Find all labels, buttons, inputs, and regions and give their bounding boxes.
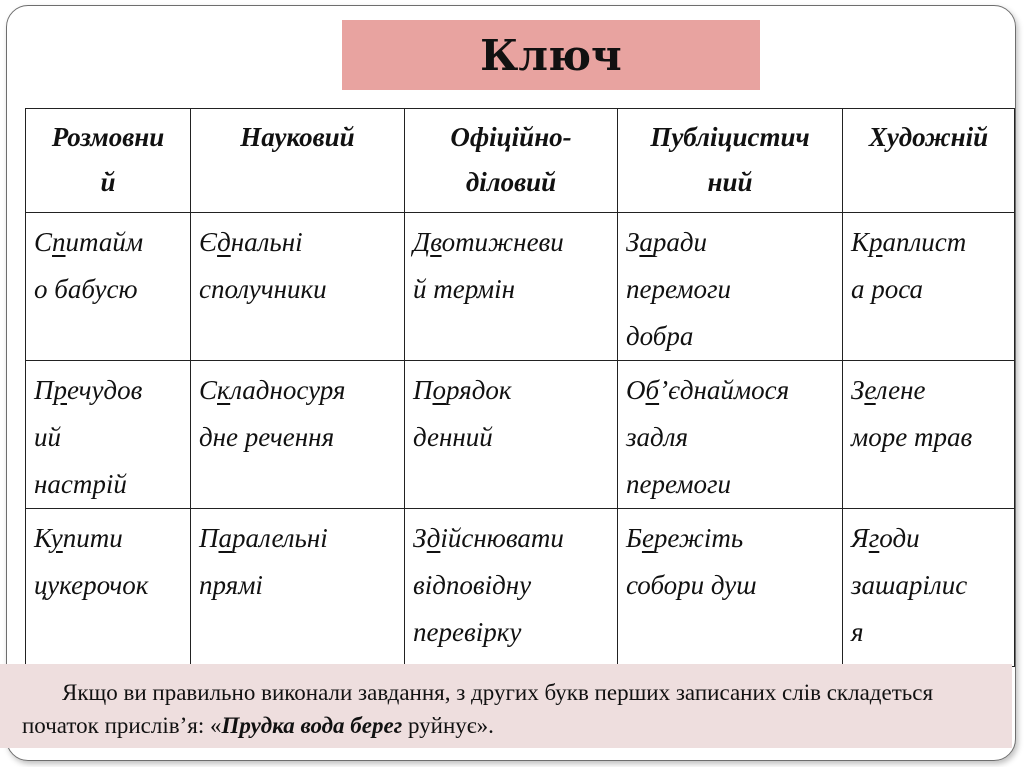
cell-text: ’єднаймося: [659, 375, 790, 405]
cell-text: нальні: [230, 227, 303, 257]
footer-line-2-end: руйнує».: [402, 713, 494, 738]
table-cell: [26, 361, 191, 509]
cell-text: перемоги: [626, 469, 732, 499]
cell-text: оди: [879, 523, 920, 553]
table-cell: [618, 509, 843, 667]
cell-text: й термін: [413, 274, 516, 304]
cell-text: отижневи: [441, 227, 564, 257]
header-cell-publicistic: [618, 109, 843, 213]
cell-text: ради: [652, 227, 708, 257]
answer-key-table: [25, 108, 1015, 667]
underlined-letter: р: [868, 227, 883, 257]
table-cell: [191, 213, 405, 361]
underlined-letter: р: [53, 375, 67, 405]
cell-text: ий: [34, 422, 61, 452]
underlined-letter: к: [217, 375, 231, 405]
table-cell: [618, 213, 843, 361]
cell-text: Д: [413, 227, 431, 257]
cell-text: настрій: [34, 469, 127, 499]
table-cell: [405, 361, 618, 509]
cell-text: задля: [626, 422, 689, 452]
cell-text: С: [199, 375, 218, 405]
header-line: Художній: [868, 122, 989, 152]
underlined-letter: у: [50, 523, 63, 553]
header-line: Розмовни: [51, 122, 165, 152]
header-line: Науковий: [240, 122, 355, 152]
underlined-letter: д: [217, 227, 231, 257]
cell-text: З: [413, 523, 427, 553]
table-row: [26, 213, 1015, 361]
cell-text: П: [34, 375, 54, 405]
cell-text: Б: [626, 523, 642, 553]
cell-text: З: [626, 227, 640, 257]
table-cell: [26, 509, 191, 667]
header-line: Офіційно-: [450, 122, 572, 152]
header-line: діловий: [465, 167, 557, 197]
table-cell: [405, 509, 618, 667]
table-row: [26, 509, 1015, 667]
table-cell: [405, 213, 618, 361]
header-cell-artistic: [843, 109, 1015, 213]
underlined-letter: а: [639, 227, 653, 257]
cell-text: К: [34, 523, 51, 553]
footer-line-2-start: складеться початок прислів’я: «: [22, 680, 934, 738]
cell-text: ралельні: [232, 523, 328, 553]
cell-text: ечудов: [67, 375, 143, 405]
cell-text: итайм: [65, 227, 144, 257]
cell-text: прямі: [199, 570, 263, 600]
table-cell: [843, 509, 1015, 667]
cell-text: відповідну: [413, 570, 532, 600]
cell-text: а роса: [851, 274, 924, 304]
underlined-letter: а: [218, 523, 232, 553]
header-cell-colloquial: [26, 109, 191, 213]
cell-text: Я: [851, 523, 869, 553]
header-line: Публіцистич: [650, 122, 810, 152]
table-cell: [843, 213, 1015, 361]
table-cell: [26, 213, 191, 361]
cell-text: аплист: [882, 227, 967, 257]
table-cell: [618, 361, 843, 509]
proverb-highlight: Прудка вода берег: [221, 713, 403, 738]
cell-text: перевірку: [413, 617, 522, 647]
underlined-letter: г: [868, 523, 880, 553]
underlined-letter: о: [432, 375, 446, 405]
cell-text: З: [851, 375, 865, 405]
header-cell-official: [405, 109, 618, 213]
cell-text: П: [413, 375, 433, 405]
underlined-letter: б: [645, 375, 660, 405]
table-cell: [191, 361, 405, 509]
footer-line-1: Якщо ви правильно виконали завдання, з других букв перших записаних слів: [62, 680, 821, 705]
underlined-letter: в: [430, 227, 442, 257]
underlined-letter: п: [52, 227, 66, 257]
table-row: [26, 361, 1015, 509]
cell-text: море трав: [851, 422, 973, 452]
header-line: ний: [707, 167, 753, 197]
page-title: Ключ: [480, 30, 622, 80]
header-cell-scientific: [191, 109, 405, 213]
cell-text: П: [199, 523, 219, 553]
cell-text: собори душ: [626, 570, 757, 600]
cell-text: зашарілис: [851, 570, 968, 600]
table-cell: [843, 361, 1015, 509]
underlined-letter: е: [641, 523, 654, 553]
title-box: [342, 20, 760, 90]
cell-text: дне речення: [199, 422, 335, 452]
cell-text: ійснювати: [440, 523, 564, 553]
cell-text: пити: [62, 523, 123, 553]
cell-text: лене: [875, 375, 926, 405]
cell-text: Є: [199, 227, 218, 257]
cell-text: ладносуря: [230, 375, 346, 405]
cell-text: цукерочок: [34, 570, 149, 600]
cell-text: о бабусю: [34, 274, 138, 304]
cell-text: добра: [626, 321, 694, 351]
underlined-letter: е: [864, 375, 876, 405]
cell-text: денний: [413, 422, 493, 452]
table-cell: [191, 509, 405, 667]
cell-text: режіть: [653, 523, 744, 553]
cell-text: О: [626, 375, 646, 405]
underlined-letter: д: [426, 523, 441, 553]
cell-text: перемоги: [626, 274, 732, 304]
table-body: [26, 213, 1015, 667]
table-header-row: [26, 109, 1015, 213]
cell-text: рядок: [446, 375, 512, 405]
header-line: й: [100, 167, 116, 197]
cell-text: я: [851, 617, 864, 647]
cell-text: С: [34, 227, 53, 257]
footer-note: [22, 676, 1002, 742]
cell-text: К: [851, 227, 869, 257]
cell-text: сполучники: [199, 274, 327, 304]
